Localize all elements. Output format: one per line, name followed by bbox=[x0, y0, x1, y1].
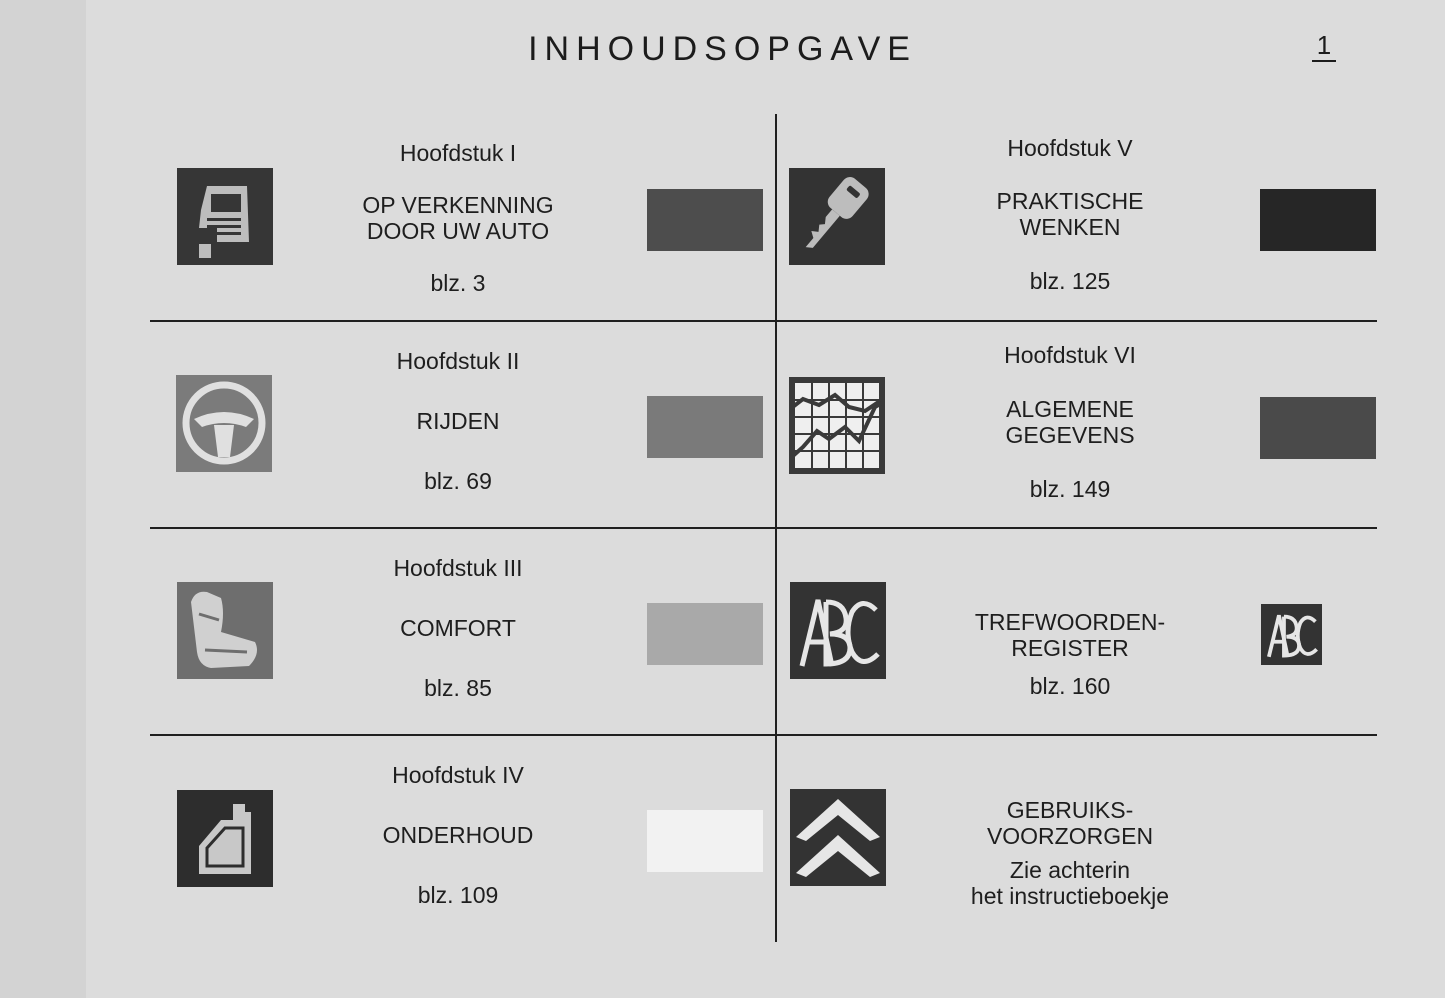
chapter-2-label: Hoofdstuk II bbox=[396, 348, 520, 374]
chapter-1-page[interactable]: blz. 3 bbox=[430, 270, 486, 296]
chapter-1-title-line2: DOOR UW AUTO bbox=[366, 218, 550, 244]
chapter-6-title-line1: ALGEMENE bbox=[1006, 396, 1134, 422]
chapter-1-color-tab[interactable] bbox=[647, 189, 763, 251]
chapter-5-title-line2: WENKEN bbox=[1019, 214, 1121, 240]
key-icon[interactable] bbox=[789, 168, 885, 265]
divider-row-1 bbox=[150, 320, 1377, 322]
chapter-4-title-line1: ONDERHOUD bbox=[382, 822, 534, 848]
chevron-logo-icon[interactable] bbox=[790, 789, 886, 886]
page-title: INHOUDSOPGAVE bbox=[528, 30, 917, 68]
abc-small-icon[interactable] bbox=[1261, 604, 1322, 665]
index-page[interactable]: blz. 160 bbox=[1029, 673, 1111, 699]
chapter-2-title-line1: RIJDEN bbox=[416, 408, 500, 434]
chapter-6-color-tab[interactable] bbox=[1260, 397, 1376, 459]
chapter-6-label: Hoofdstuk VI bbox=[1004, 342, 1136, 368]
chapter-1-label: Hoofdstuk I bbox=[399, 140, 517, 166]
chapter-6-title-line2: GEGEVENS bbox=[1005, 422, 1135, 448]
precautions-note-line1: Zie achterin bbox=[1009, 857, 1131, 883]
abc-icon[interactable] bbox=[790, 582, 886, 679]
chapter-5-label: Hoofdstuk V bbox=[1007, 135, 1133, 161]
steering-wheel-icon[interactable] bbox=[176, 375, 272, 472]
chapter-2-color-tab[interactable] bbox=[647, 396, 763, 458]
chapter-2-page[interactable]: blz. 69 bbox=[424, 468, 492, 494]
chapter-5-title-line1: PRAKTISCHE bbox=[996, 188, 1144, 214]
precautions-note-line2: het instructieboekje bbox=[970, 883, 1170, 909]
chapter-3-label: Hoofdstuk III bbox=[393, 555, 523, 581]
page bbox=[86, 0, 1445, 998]
chapter-3-title-line1: COMFORT bbox=[400, 615, 516, 641]
divider-row-2 bbox=[150, 527, 1377, 529]
precautions-title-line2: VOORZORGEN bbox=[986, 823, 1154, 849]
chapter-3-color-tab[interactable] bbox=[647, 603, 763, 665]
oil-can-icon[interactable] bbox=[177, 790, 273, 887]
index-title-line2: REGISTER bbox=[1011, 635, 1129, 661]
precautions-title-line1: GEBRUIKS- bbox=[1006, 797, 1134, 823]
chapter-4-color-tab[interactable] bbox=[647, 810, 763, 872]
car-interior-icon[interactable] bbox=[177, 168, 273, 265]
chapter-1-title-line1: OP VERKENNING bbox=[362, 192, 554, 218]
page-number: 1 bbox=[1312, 30, 1336, 62]
chapter-4-page[interactable]: blz. 109 bbox=[417, 882, 499, 908]
seat-icon[interactable] bbox=[177, 582, 273, 679]
chapter-3-page[interactable]: blz. 85 bbox=[424, 675, 492, 701]
index-title-line1: TREFWOORDEN- bbox=[974, 609, 1166, 635]
chapter-5-color-tab[interactable] bbox=[1260, 189, 1376, 251]
chapter-6-page[interactable]: blz. 149 bbox=[1029, 476, 1111, 502]
chapter-5-page[interactable]: blz. 125 bbox=[1029, 268, 1111, 294]
chapter-4-label: Hoofdstuk IV bbox=[392, 762, 524, 788]
divider-row-3 bbox=[150, 734, 1377, 736]
graph-icon[interactable] bbox=[789, 377, 885, 474]
